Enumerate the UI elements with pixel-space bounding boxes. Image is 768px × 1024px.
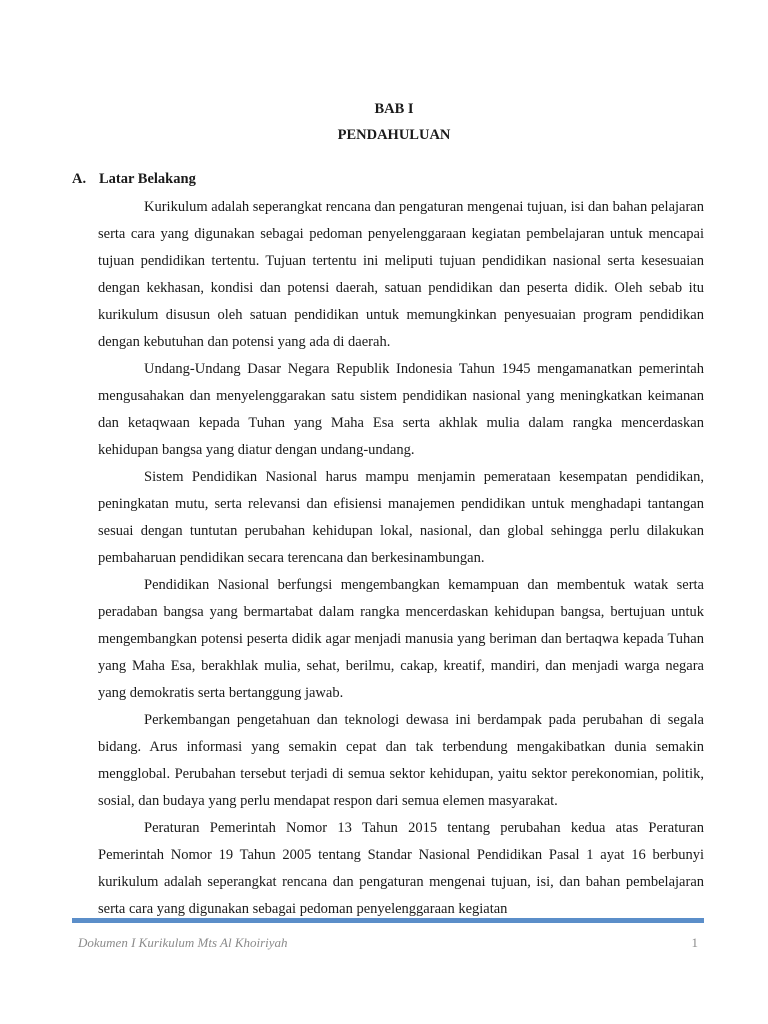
paragraph: Kurikulum adalah seperangkat rencana dan pengaturan mengenai tujuan, isi dan bahan pelajaran serta cara yang digunakan sebagai pedoman penyelenggaraan kegiatan pembelajaran untuk mencapai tujuan pendidikan tertentu. Tujuan tertentu ini meliputi tujuan pendidikan nasional serta kesesuaian dengan kekhasan, kondisi dan potensi daerah, satuan pendidikan dan peserta didik. Oleh sebab itu kurikulum disusun oleh satuan pendidikan untuk memungkinkan penyesuaian program pendidikan dengan kebutuhan dan potensi yang ada di daerah. [98, 199, 704, 350]
paragraph: Peraturan Pemerintah Nomor 13 Tahun 2015 tentang perubahan kedua atas Peraturan Pemerintah Nomor 19 Tahun 2005 tentang Standar Nasional Pendidikan Pasal 1 ayat 16 berbunyi kurikulum adalah seperangkat rencana dan pengaturan mengenai tujuan, isi, dan bahan pembelajaran serta cara yang digunakan sebagai pedoman penyelenggaraan kegiatan [98, 820, 704, 917]
paragraph: Perkembangan pengetahuan dan teknologi dewasa ini berdampak pada perubahan di segala bidang. Arus informasi yang semakin cepat dan tak terbendung mengakibatkan dunia semakin mengglobal. Perubahan tersebut terjadi di semua sektor kehidupan, yaitu sektor perekonomian, politik, sosial, dan budaya yang perlu mendapat respon dari semua elemen masyarakat. [98, 712, 704, 809]
paragraph: Undang-Undang Dasar Negara Republik Indonesia Tahun 1945 mengamanatkan pemerintah mengusahakan dan menyelenggarakan satu sistem pendidikan nasional yang meningkatkan keimanan dan ketaqwaan kepada Tuhan yang Maha Esa serta akhlak mulia dalam rangka mencerdaskan kehidupan bangsa yang diatur dengan undang-undang. [98, 361, 704, 458]
chapter-title: PENDAHULUAN [337, 127, 451, 143]
chapter-number: BAB I [374, 101, 414, 117]
paragraph: Pendidikan Nasional berfungsi mengembangkan kemampuan dan membentuk watak serta peradaban bangsa yang bermartabat dalam rangka mencerdaskan kehidupan bangsa, bertujuan untuk mengembangkan potensi peserta didik agar menjadi manusia yang beriman dan bertaqwa kepada Tuhan yang Maha Esa, berakhlak mulia, sehat, berilmu, cakap, kreatif, mandiri, dan menjadi warga negara yang demokratis serta bertanggung jawab. [98, 577, 704, 701]
paragraph: Sistem Pendidikan Nasional harus mampu menjamin pemerataan kesempatan pendidikan, peningkatan mutu, serta relevansi dan efisiensi manajemen pendidikan untuk menghadapi tantangan sesuai dengan tuntutan perubahan kehidupan lokal, nasional, dan global sehingga perlu dilakukan pembaharuan pendidikan secara terencana dan berkesinambungan. [98, 469, 704, 566]
page-number: 1 [691, 935, 698, 950]
section-title: Latar Belakang [99, 171, 196, 187]
body-text [98, 194, 704, 923]
page-footer [78, 935, 698, 951]
section-heading [72, 171, 196, 188]
footer-document-title: Dokumen I Kurikulum Mts Al Khoiriyah [78, 935, 288, 950]
footer-divider [72, 918, 704, 923]
section-number: A. [72, 171, 87, 187]
